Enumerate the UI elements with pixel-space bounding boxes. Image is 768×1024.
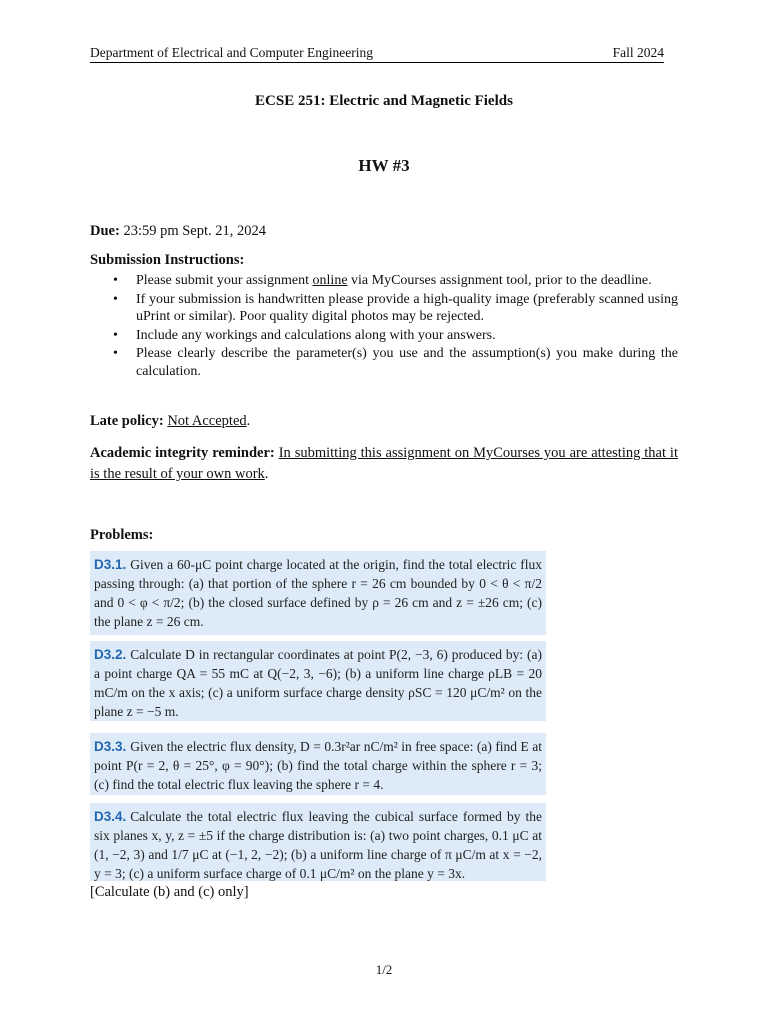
late-policy-value: Not Accepted [167, 413, 247, 429]
problem-tag: D3.3. [94, 739, 127, 754]
submission-list [90, 272, 678, 381]
page-number: 1/2 [375, 962, 393, 977]
integrity-reminder [90, 443, 678, 485]
submission-heading: Submission Instructions: [90, 252, 245, 268]
list-item: • Include any workings and calculations along with your answers. [136, 327, 678, 345]
due-value: 23:59 pm Sept. 21, 2024 [123, 223, 267, 239]
late-policy-suffix: . [246, 413, 251, 429]
due-line [90, 222, 678, 240]
late-policy-label: Late policy: [90, 413, 164, 429]
problem-text: Given a 60-μC point charge located at the origin, find the total electric flux passing through: (a) that portion of the sphere r = 26 cm bounded by 0 < θ < π/2 and 0 < φ < π/2; (b) the closed surface defined by ρ = 26 cm and z = ±26 cm; (c) the plane z = 26 cm. [94, 557, 542, 629]
problem-d3-3 [90, 733, 546, 795]
course-title: ECSE 251: Electric and Magnetic Fields [255, 93, 513, 109]
online-link[interactable]: online [312, 273, 348, 288]
problem-d3-2 [90, 641, 546, 721]
due-label: Due: [90, 223, 120, 239]
integrity-text: In submitting this assignment on MyCourses you are attesting that it is the result of your own work [90, 445, 678, 482]
item-text: via MyCourses assignment tool, prior to the deadline. [347, 273, 652, 288]
calc-note: [Calculate (b) and (c) only] [90, 884, 249, 900]
item-text: Please submit your assignment [136, 273, 313, 288]
list-item: • If your submission is handwritten please provide a high-quality image (preferably scanned using uPrint or similar). Poor quality digital photos may be rejected. [136, 291, 678, 326]
problem-tag: D3.1. [94, 557, 127, 572]
late-policy [90, 412, 678, 430]
integrity-label: Academic integrity reminder: [90, 445, 275, 461]
list-item: • Please clearly describe the parameter(s) you use and the assumption(s) you make during the calculation. [136, 345, 678, 380]
problem-text: Calculate D in rectangular coordinates at point P(2, −3, 6) produced by: (a) a point charge QA = 55 mC at Q(−2, 3, −6); (b) a uniform line charge ρLB = 20 mC/m on the x axis; (c) a uniform surface charge density ρSC = 120 μC/m² on the plane z = −5 m. [94, 647, 542, 719]
problems-heading: Problems: [90, 527, 154, 543]
problem-tag: D3.4. [94, 809, 127, 824]
integrity-suffix: . [264, 466, 269, 482]
problem-tag: D3.2. [94, 647, 127, 662]
page-header [90, 45, 664, 63]
problem-text: Calculate the total electric flux leaving the cubical surface formed by the six planes x, y, z = ±5 if the charge distribution is: (a) two point charges, 0.1 μC at (1, −2, 3) and 1/7 μC at (−1, 2, −2); (b) a uniform line charge of π μC/m at x = −2, y = 3; (c) a uniform surface charge of 0.1 μC/m² on the plane y = 3x. [94, 809, 542, 881]
hw-title: HW #3 [358, 156, 410, 175]
term-label: Fall 2024 [612, 45, 664, 60]
department-name: Department of Electrical and Computer Engineering [90, 45, 374, 60]
problem-d3-4 [90, 803, 546, 881]
problem-d3-1 [90, 551, 546, 635]
list-item [136, 272, 678, 290]
problem-text: Given the electric flux density, D = 0.3r²ar nC/m² in free space: (a) find E at point P(r = 2, θ = 25°, φ = 90°); (b) find the total charge within the sphere r = 3; (c) find the total electric flux leaving the sphere r = 4. [94, 739, 542, 792]
